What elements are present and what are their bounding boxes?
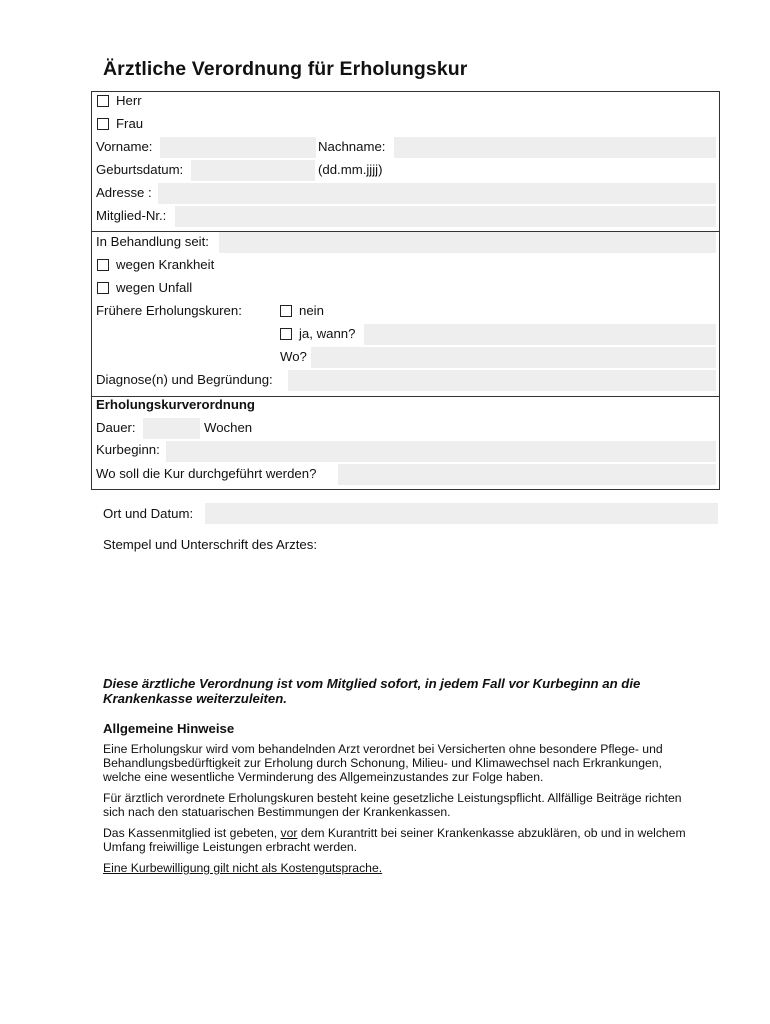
- vorname-label: Vorname:: [96, 139, 153, 154]
- kurbeginn-label: Kurbeginn:: [96, 442, 160, 457]
- hinweise-heading: Allgemeine Hinweise: [103, 721, 235, 736]
- frau-label: Frau: [116, 116, 144, 131]
- herr-checkbox[interactable]: [97, 95, 109, 107]
- herr-label: Herr: [116, 93, 142, 108]
- p3-vor-emphasis: vor: [280, 826, 298, 840]
- stempel-label: Stempel und Unterschrift des Arztes:: [103, 537, 318, 552]
- adresse-field[interactable]: [158, 183, 716, 204]
- unfall-label: wegen Unfall: [116, 280, 193, 295]
- ja-checkbox[interactable]: [280, 328, 292, 340]
- krankheit-label: wegen Krankheit: [116, 257, 215, 272]
- ort-datum-field[interactable]: [205, 503, 718, 524]
- mitglied-label: Mitglied-Nr.:: [96, 208, 167, 223]
- diagnose-label: Diagnose(n) und Begründung:: [96, 372, 273, 387]
- nein-checkbox[interactable]: [280, 305, 292, 317]
- mitglied-field[interactable]: [175, 206, 716, 227]
- wochen-label: Wochen: [204, 420, 253, 435]
- unfall-checkbox[interactable]: [97, 282, 109, 294]
- wo-kur-label: Wo soll die Kur durchgeführt werden?: [96, 466, 317, 481]
- p3-text-after: dem Kurantritt bei seiner Krankenkasse abzuklären, ob und in welchem Umfang freiwillige Leistungen erbracht werden.: [103, 826, 686, 854]
- dauer-field[interactable]: [143, 418, 200, 439]
- dauer-label: Dauer:: [96, 420, 136, 435]
- nein-label: nein: [299, 303, 324, 318]
- diagnose-field[interactable]: [288, 370, 716, 391]
- fruehere-kuren-label: Frühere Erholungskuren:: [96, 303, 242, 318]
- p3-text-before: Das Kassenmitglied ist gebeten,: [103, 826, 281, 840]
- hinweise-paragraph-1: Eine Erholungskur wird vom behandelnden Arzt verordnet bei Versicherten ohne besondere Pflege- und Behandlungsbedürftigkeit zur Erholung durch Schonung, Milieu- und Klimawechsel nach Erkrankungen, welche eine wesentliche Verminderung des Allgemeinzustandes zur Folge haben.: [103, 742, 663, 784]
- ort-datum-label: Ort und Datum:: [103, 506, 194, 521]
- page-title: Ärztliche Verordnung für Erholungskur: [103, 58, 468, 80]
- kurbewilligung-note: Eine Kurbewilligung gilt nicht als Kostengutsprache.: [103, 861, 383, 875]
- geburtsdatum-label: Geburtsdatum:: [96, 162, 184, 177]
- nachname-label: Nachname:: [318, 139, 386, 154]
- behandlung-seit-label: In Behandlung seit:: [96, 234, 209, 249]
- behandlung-seit-field[interactable]: [219, 232, 716, 253]
- geburtsdatum-field[interactable]: [191, 160, 315, 181]
- adresse-label: Adresse :: [96, 185, 152, 200]
- hinweise-paragraph-2: Für ärztlich verordnete Erholungskuren besteht keine gesetzliche Leistungspflicht. Allfällige Beiträge richten sich nach den statuarischen Bestimmungen der Krankenkassen.: [103, 791, 682, 819]
- date-format-hint: (dd.mm.jjjj): [318, 162, 383, 177]
- ja-wann-field[interactable]: [364, 324, 716, 345]
- hinweise-paragraph-3: [103, 826, 703, 854]
- frau-checkbox[interactable]: [97, 118, 109, 130]
- nachname-field[interactable]: [394, 137, 716, 158]
- wo-kur-field[interactable]: [338, 464, 716, 485]
- vorname-field[interactable]: [160, 137, 316, 158]
- forwarding-notice: Diese ärztliche Verordnung ist vom Mitglied sofort, in jedem Fall vor Kurbeginn an die Krankenkasse weiterzuleiten.: [103, 676, 641, 706]
- krankheit-checkbox[interactable]: [97, 259, 109, 271]
- kurbeginn-field[interactable]: [166, 441, 716, 462]
- hinweise-paragraph-4: [103, 861, 703, 875]
- order-heading: Erholungskurverordnung: [96, 397, 255, 412]
- ja-wann-label: ja, wann?: [299, 326, 356, 341]
- wo-label: Wo?: [280, 349, 307, 364]
- wo-field[interactable]: [311, 347, 716, 368]
